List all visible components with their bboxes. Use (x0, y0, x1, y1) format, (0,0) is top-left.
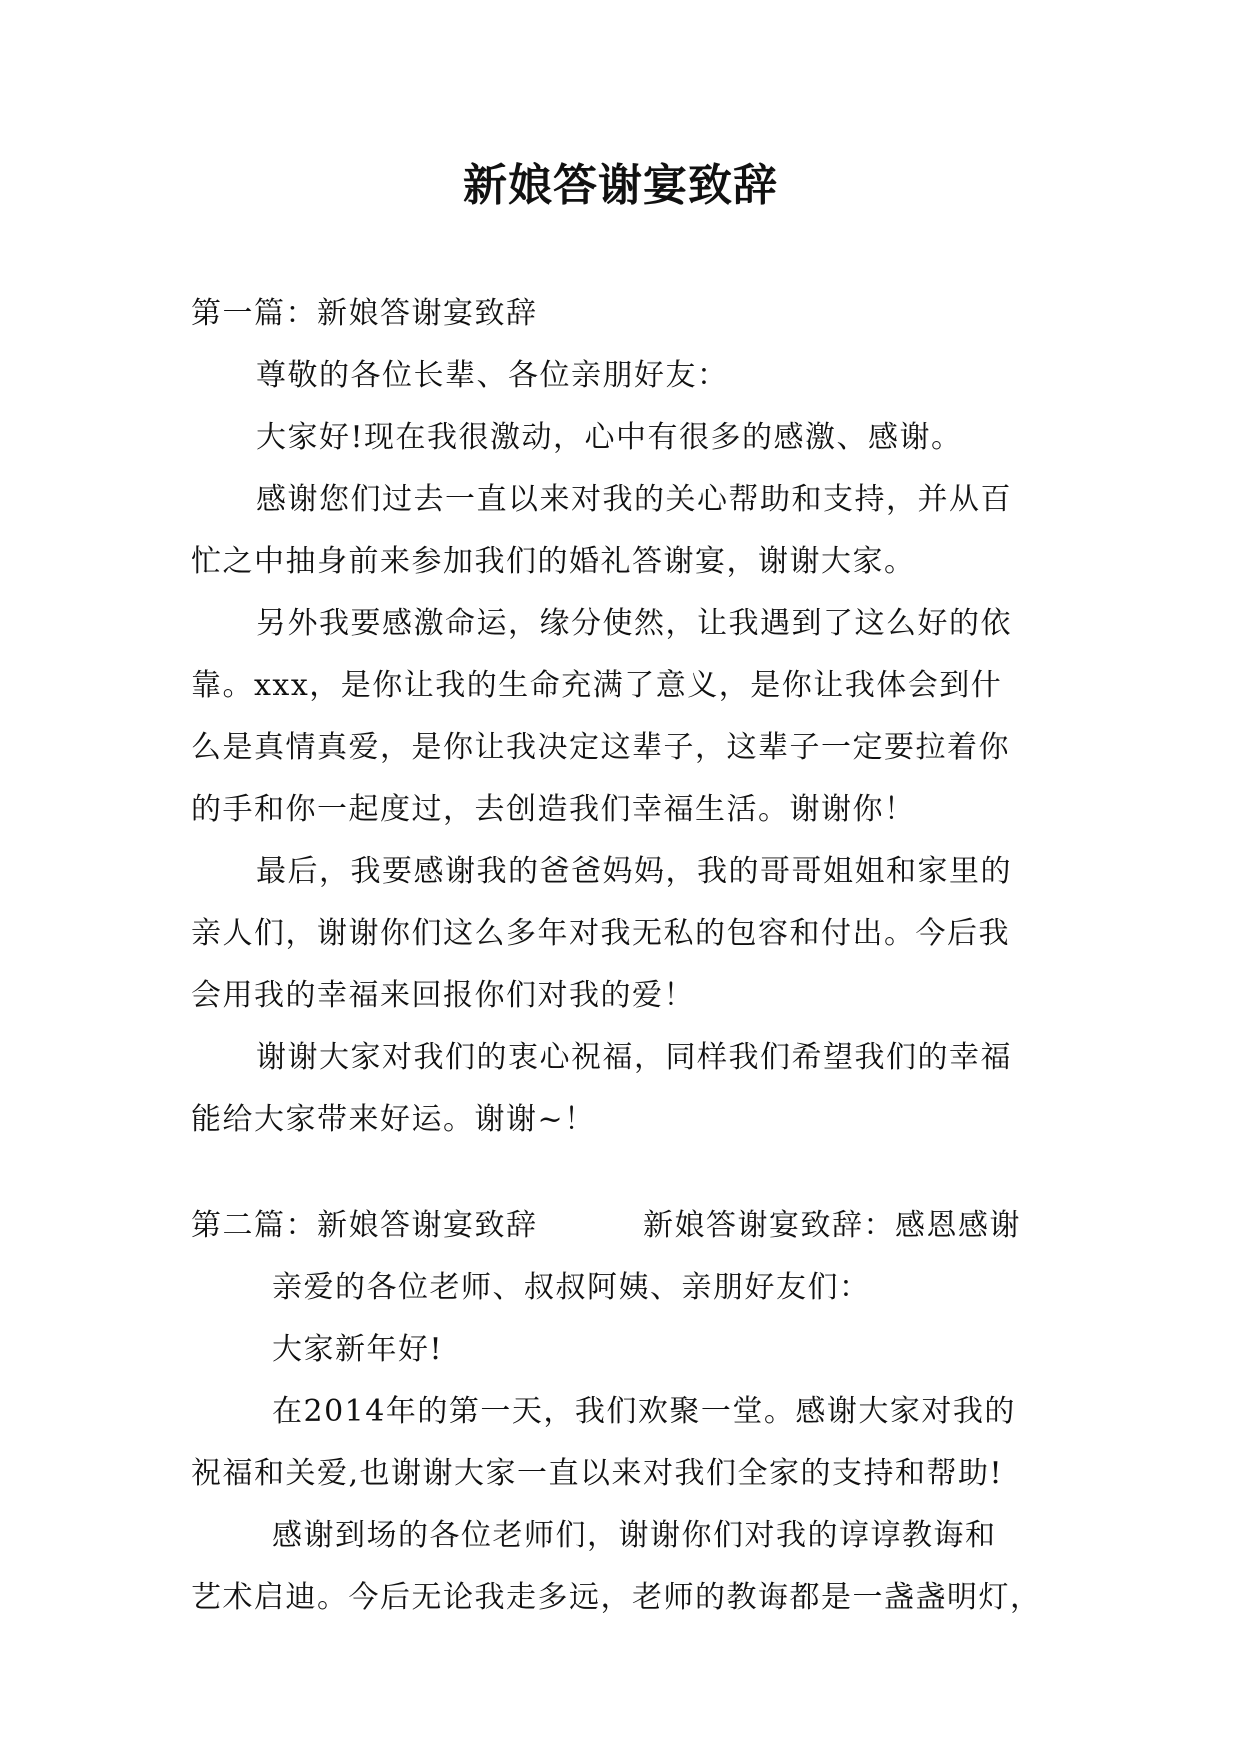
paragraph-line: 祝福和关爱,也谢谢大家一直以来对我们全家的支持和帮助! (191, 1456, 1004, 1491)
paragraph-line: 谢谢大家对我们的衷心祝福，同样我们希望我们的幸福 (256, 1040, 1012, 1075)
paragraph-line: 另外我要感激命运，缘分使然，让我遇到了这么好的依 (256, 606, 1012, 641)
paragraph-line: 艺术启迪。今后无论我走多远，老师的教诲都是一盏盏明灯， (191, 1580, 1042, 1615)
paragraph-line: 感谢您们过去一直以来对我的关心帮助和支持，并从百 (256, 482, 1012, 517)
paragraph-line: 能给大家带来好运。谢谢~！ (191, 1102, 596, 1137)
paragraph-line: 么是真情真爱，是你让我决定这辈子，这辈子一定要拉着你 (191, 730, 1010, 765)
section2-heading: 第二篇：新娘答谢宴致辞 (191, 1208, 538, 1243)
paragraph-line: 忙之中抽身前来参加我们的婚礼答谢宴，谢谢大家。 (191, 544, 916, 579)
paragraph-line: 大家新年好! (272, 1332, 444, 1367)
section2-subheading: 新娘答谢宴致辞：感恩感谢 (643, 1208, 1021, 1243)
paragraph-line: 亲爱的各位老师、叔叔阿姨、亲朋好友们： (272, 1270, 871, 1305)
document-title: 新娘答谢宴致辞 (463, 160, 778, 211)
paragraph-line: 在2014年的第一天，我们欢聚一堂。感谢大家对我的 (272, 1394, 1016, 1429)
paragraph-line: 尊敬的各位长辈、各位亲朋好友： (256, 358, 729, 393)
paragraph-line: 最后，我要感谢我的爸爸妈妈，我的哥哥姐姐和家里的 (256, 854, 1012, 889)
paragraph-line: 会用我的幸福来回报你们对我的爱！ (191, 978, 695, 1013)
paragraph-line: 感谢到场的各位老师们，谢谢你们对我的谆谆教诲和 (272, 1518, 997, 1553)
paragraph-line: 的手和你一起度过，去创造我们幸福生活。谢谢你！ (191, 792, 916, 827)
paragraph-line: 大家好!现在我很激动，心中有很多的感激、感谢。 (256, 420, 963, 455)
paragraph-line: 靠。xxx，是你让我的生命充满了意义，是你让我体会到什 (191, 668, 1003, 703)
section1-heading: 第一篇：新娘答谢宴致辞 (191, 296, 538, 331)
paragraph-line: 亲人们，谢谢你们这么多年对我无私的包容和付出。今后我 (191, 916, 1010, 951)
